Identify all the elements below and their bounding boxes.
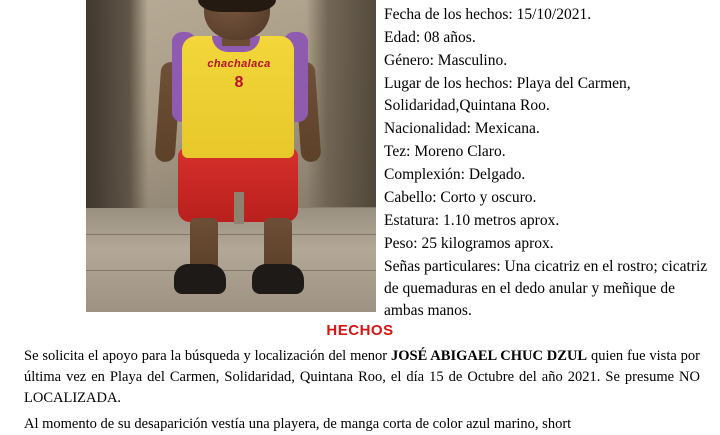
details-list [384,4,714,323]
detail-hair: Cabello: Corto y oscuro. [384,189,537,206]
photo-frame [86,0,376,312]
hechos-paragraph-2: Al momento de su desaparición vestía una playera, de manga corta de color azul marino, short [24,416,572,432]
hechos-text-pre: Se solicita el apoyo para la búsqueda y localización del menor [24,348,391,364]
hechos-paragraph-1 [24,346,700,409]
jersey-text: chachalaca [207,58,271,70]
detail-date: Fecha de los hechos: 15/10/2021. [384,6,592,23]
detail-build: Complexión: Delgado. [384,166,526,183]
missing-person-name: JOSÉ ABIGAEL CHUC DZUL [390,348,588,364]
right-shoe [252,264,304,294]
missing-child-photo [86,0,376,312]
child-figure [86,0,376,312]
detail-place: Lugar de los hechos: Playa del Carmen, Solidaridad,Quintana Roo. [384,75,631,114]
shorts-gap [234,192,244,224]
yellow-jersey [182,36,294,158]
detail-nationality: Nacionalidad: Mexicana. [384,120,540,137]
detail-skin-tone: Tez: Moreno Claro. [384,143,506,160]
hechos-text-post: quien fue vista por última vez en Playa del Carmen, Solidaridad, Quintana Roo, el día 15 de Octubre del año 2021. Se presume NO LOCALIZADA. [24,348,700,407]
left-shoe [174,264,226,294]
detail-distinguishing-marks: Señas particulares: Una cicatriz en el rostro; cicatriz de quemaduras en el dedo anular y meñique de ambas manos. [384,258,708,319]
detail-gender: Género: Masculino. [384,52,508,69]
detail-height: Estatura: 1.10 metros aprox. [384,212,560,229]
jersey-number: 8 [234,74,244,91]
hair [198,0,276,12]
hechos-heading: HECHOS [326,322,394,339]
detail-weight: Peso: 25 kilogramos aprox. [384,235,554,252]
detail-age: Edad: 08 años. [384,29,476,46]
